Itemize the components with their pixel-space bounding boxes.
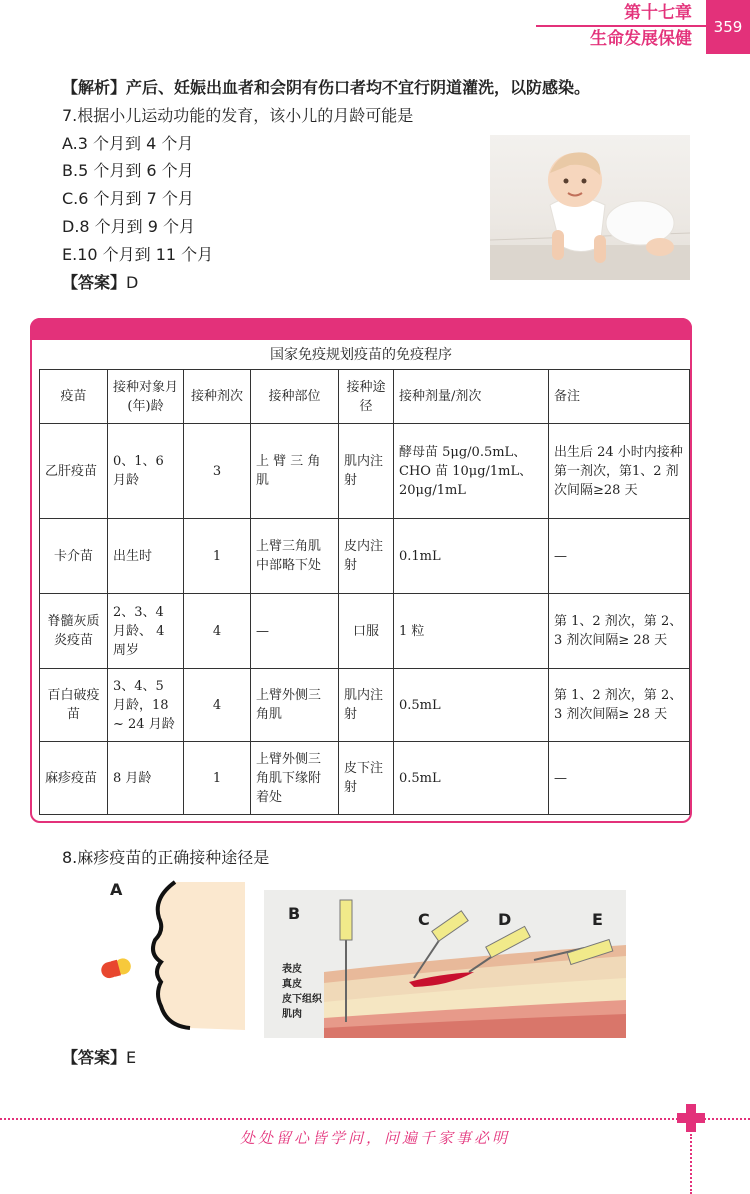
q7-option-e: E.10 个月到 11 个月	[62, 245, 214, 264]
q7-option-b: B.5 个月到 6 个月	[62, 161, 194, 180]
table-cell: 3、4、5 月龄，18 ~ 24 月龄	[108, 669, 184, 742]
header-divider	[536, 25, 706, 27]
table-cell: 肌内注射	[339, 669, 394, 742]
table-row	[40, 519, 690, 594]
q7-option-d: D.8 个月到 9 个月	[62, 217, 196, 236]
table-cell: 2、3、4 月龄、 4 周岁	[108, 594, 184, 669]
q8-answer-value: E	[126, 1048, 137, 1067]
footer-motto: 处处留心皆学问，问遍千家事必明	[239, 1129, 510, 1147]
figure-label-d: D	[498, 910, 512, 929]
table-cell: —	[251, 594, 339, 669]
table-cell: 出生后 24 小时内接种第一剂次，第1、2 剂次间隔≥28 天	[549, 424, 690, 519]
analysis-text: 产后、妊娠出血者和会阴有伤口者均不宜行阴道灌洗，以防感染。	[126, 78, 591, 97]
header-cell: 疫苗	[40, 370, 108, 424]
q8-answer	[62, 1048, 136, 1068]
header-cell: 接种对象月(年)龄	[108, 370, 184, 424]
q7-question: 7.根据小儿运动功能的发育，该小儿的月龄可能是	[62, 106, 414, 125]
skin-layer-labels	[282, 962, 322, 1022]
table-header-row	[40, 370, 690, 424]
q7-answer-value: D	[126, 273, 139, 292]
table-cell: 3	[184, 424, 251, 519]
table-cell: 皮内注射	[339, 519, 394, 594]
table-cell: 皮下注射	[339, 742, 394, 815]
figure-label-e: E	[592, 910, 603, 929]
table-cell: 4	[184, 594, 251, 669]
q7-answer	[62, 273, 138, 293]
table-cell: 上臂外侧三角肌下缘附着处	[251, 742, 339, 815]
table-row	[40, 594, 690, 669]
figure-label-a: A	[110, 880, 123, 899]
header-cell: 接种剂次	[184, 370, 251, 424]
header-cell: 接种剂量/剂次	[394, 370, 549, 424]
capsule-icon	[99, 957, 132, 980]
table-row	[40, 669, 690, 742]
header-cell: 备注	[549, 370, 690, 424]
table-cell: 酵母苗 5μg/0.5mL、CHO 苗 10μg/1mL、20μg/1mL	[394, 424, 549, 519]
q7-answer-label: 【答案】	[62, 273, 127, 292]
analysis-paragraph	[62, 78, 590, 98]
section-title: 生命发展保健	[590, 29, 692, 49]
table-cell: —	[549, 742, 690, 815]
table-row	[40, 742, 690, 815]
table-caption: 国家免疫规划疫苗的免疫程序	[270, 347, 452, 363]
table-cell: 0、1、6 月龄	[108, 424, 184, 519]
q8-answer-label: 【答案】	[62, 1048, 127, 1067]
oral-route-figure	[95, 878, 255, 1043]
footer-dotted-line	[0, 1118, 750, 1120]
immunization-table-box	[30, 318, 692, 823]
table-cell: 百白破疫苗	[40, 669, 108, 742]
table-box-header-bar	[30, 318, 692, 340]
layer-label-subcutaneous: 皮下组织	[282, 994, 322, 1005]
table-cell: 出生时	[108, 519, 184, 594]
table-cell: 1	[184, 742, 251, 815]
table-cell: 上臂外侧三角肌	[251, 669, 339, 742]
table-cell: 第 1、2 剂次，第 2、3 剂次间隔≥ 28 天	[549, 594, 690, 669]
table-cell: 0.5mL	[394, 742, 549, 815]
table-cell: 卡介苗	[40, 519, 108, 594]
table-cell: 上 臂 三 角肌	[251, 424, 339, 519]
header-cell: 接种部位	[251, 370, 339, 424]
chapter-title: 第十七章	[624, 3, 692, 23]
table-cell: 4	[184, 669, 251, 742]
layer-label-epidermis: 表皮	[282, 964, 302, 975]
table-cell: 麻疹疫苗	[40, 742, 108, 815]
table-cell: 0.1mL	[394, 519, 549, 594]
cross-icon-bar	[677, 1113, 705, 1123]
figure-label-c: C	[418, 910, 430, 929]
table-cell: 脊髓灰质炎疫苗	[40, 594, 108, 669]
table-cell: 1 粒	[394, 594, 549, 669]
table-cell: 口服	[339, 594, 394, 669]
table-cell: 乙肝疫苗	[40, 424, 108, 519]
figure-label-b: B	[288, 904, 301, 923]
q7-option-a: A.3 个月到 4 个月	[62, 134, 194, 153]
layer-label-dermis: 真皮	[282, 979, 302, 990]
analysis-label: 【解析】	[62, 78, 127, 97]
table-cell: 1	[184, 519, 251, 594]
layer-label-muscle: 肌肉	[282, 1009, 302, 1020]
table-cell: —	[549, 519, 690, 594]
table-cell: 0.5mL	[394, 669, 549, 742]
page-number: 359	[706, 0, 750, 54]
table-cell: 肌内注射	[339, 424, 394, 519]
crawling-baby-photo	[490, 135, 690, 280]
table-cell: 第 1、2 剂次，第 2、3 剂次间隔≥ 28 天	[549, 669, 690, 742]
table-cell: 上臂三角肌中部略下处	[251, 519, 339, 594]
table-row	[40, 424, 690, 519]
q8-question: 8.麻疹疫苗的正确接种途径是	[62, 848, 270, 867]
table-cell: 8 月龄	[108, 742, 184, 815]
immunization-table	[39, 369, 690, 815]
header-cell: 接种途径	[339, 370, 394, 424]
q7-option-c: C.6 个月到 7 个月	[62, 189, 194, 208]
